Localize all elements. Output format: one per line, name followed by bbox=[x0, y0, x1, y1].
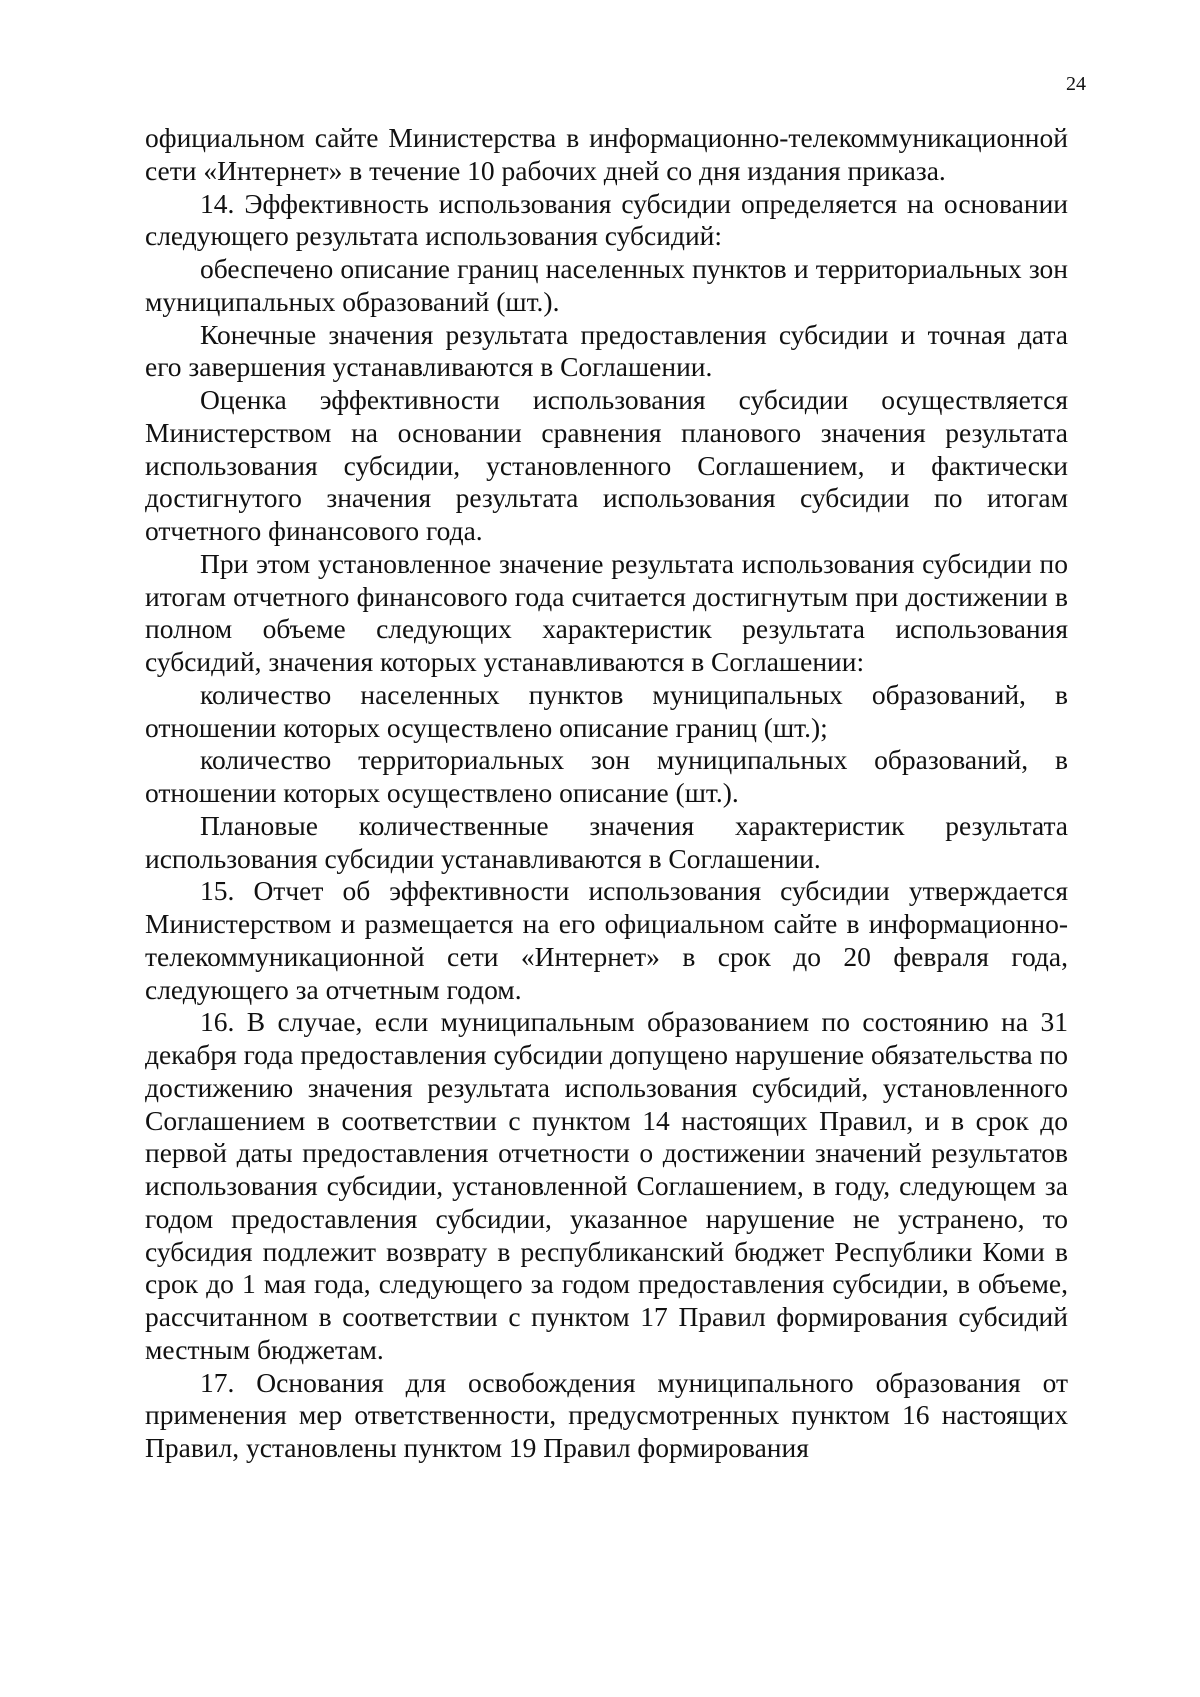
paragraph-zones-count: количество территориальных зон муниципальных образований, в отношении которых осуществлено описание (шт.). bbox=[145, 744, 1068, 808]
document-body bbox=[145, 122, 1068, 1465]
paragraph-settlements-count: количество населенных пунктов муниципальных образований, в отношении которых осуществлено описание границ (шт.); bbox=[145, 678, 1068, 743]
paragraph-14: 14. Эффективность использования субсидии определяется на основании следующего результата использования субсидий: bbox=[145, 187, 1068, 252]
paragraph-achievement-criteria: При этом установленное значение результата использования субсидии по итогам отчетного финансового года считается достигнутым при достижении в полном объеме следующих характеристик результата использования субсидий, значения которых устанавливаются в Соглашении: bbox=[145, 547, 1068, 677]
paragraph-final-values: Конечные значения результата предоставления субсидии и точная дата его завершения устанавливаются в Соглашении. bbox=[145, 318, 1068, 383]
paragraph-15: 15. Отчет об эффективности использования субсидии утверждается Министерством и размещается на его официальном сайте в информационно-телекоммуникационной сети «Интернет» в срок до 20 февраля года, следующего за отчетным годом. bbox=[145, 875, 1068, 1005]
paragraph-planned-values: Плановые количественные значения характеристик результата использования субсидии устанавливаются в Соглашении. bbox=[145, 809, 1068, 874]
paragraph-result-description: обеспечено описание границ населенных пунктов и территориальных зон муниципальных образований (шт.). bbox=[145, 253, 1068, 317]
paragraph-continuation: официальном сайте Министерства в информационно-телекоммуникационной сети «Интернет» в течение 10 рабочих дней со дня издания приказа. bbox=[145, 122, 1068, 186]
paragraph-16: 16. В случае, если муниципальным образованием по состоянию на 31 декабря года предоставления субсидии допущено нарушение обязательства по достижению значения результата использования субсидий, установленного Соглашением в соответствии с пунктом 14 настоящих Правил, и в срок до первой даты предоставления отчетности о достижении значений результатов использования субсидии, установленной Соглашением, в году, следующем за годом предоставления субсидии, указанное нарушение не устранено, то субсидия подлежит возврату в республиканский бюджет Республики Коми в срок до 1 мая года, следующего за годом предоставления субсидии, в объеме, рассчитанном в соответствии с пунктом 17 Правил формирования субсидий местным бюджетам. bbox=[145, 1006, 1068, 1365]
page-number: 24 bbox=[1066, 73, 1086, 95]
paragraph-17: 17. Основания для освобождения муниципального образования от применения мер ответственности, предусмотренных пунктом 16 настоящих Правил, установлены пунктом 19 Правил формирования bbox=[145, 1366, 1068, 1463]
paragraph-efficiency-assessment: Оценка эффективности использования субсидии осуществляется Министерством на основании сравнения планового значения результата использования субсидии, установленного Соглашением, и фактически достигнутого значения результата использования субсидии по итогам отчетного финансового года. bbox=[145, 384, 1068, 546]
